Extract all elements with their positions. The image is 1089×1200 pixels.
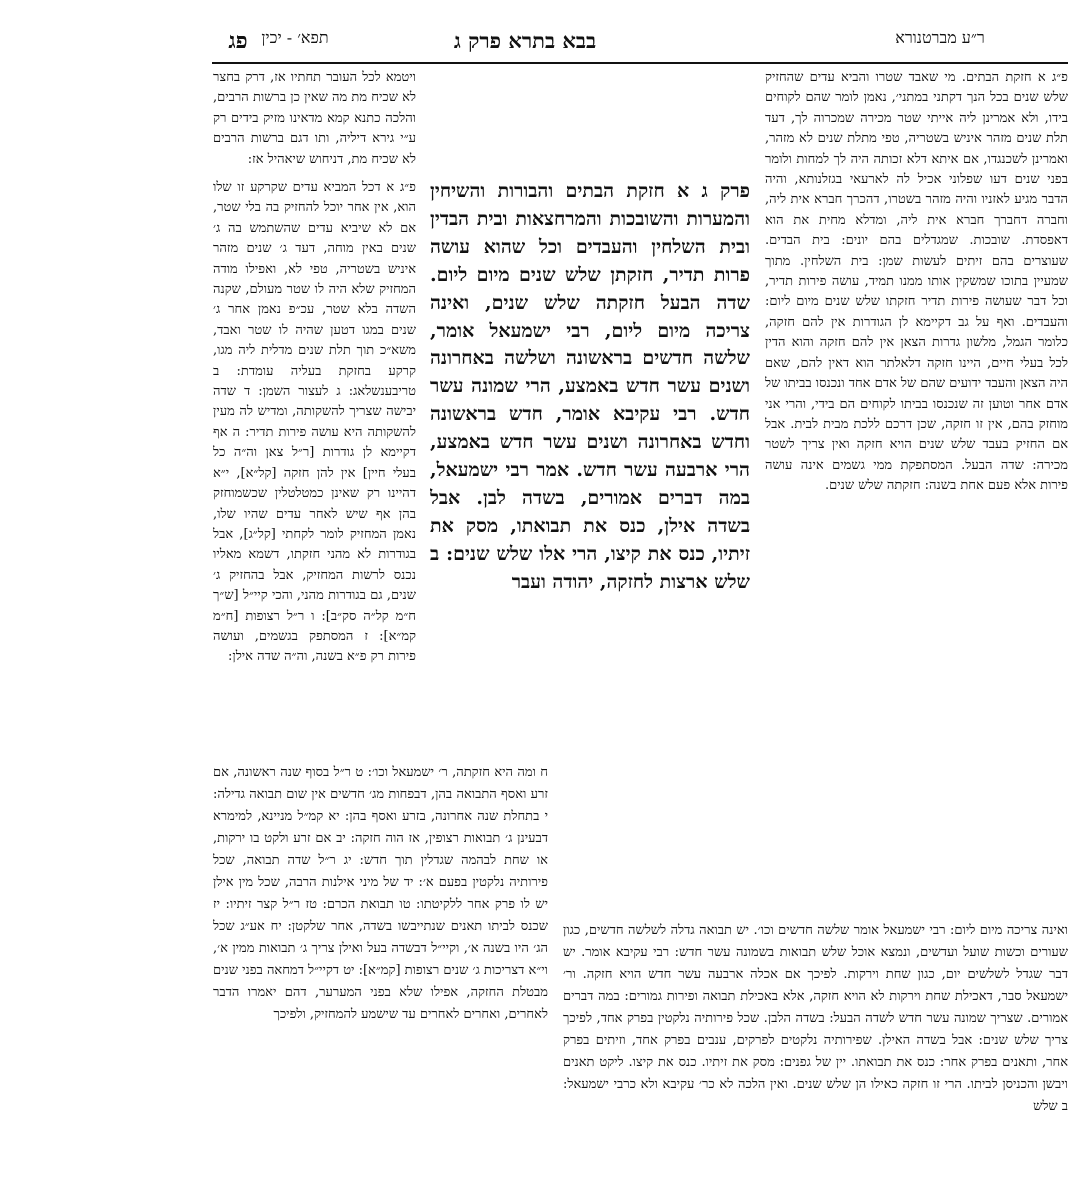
header-rule [212,62,1068,64]
tiferet-commentary-column [213,178,416,758]
tiferet-running-title: תפא׳ - יכין [261,28,329,47]
tiferet-continuation [213,68,416,173]
bartenura-bottom-text: ואינה צריכה מיום ליום: רבי ישמעאל אומר שלשה חדשים וכו׳. יש תבואה גדלה לשלשה חדשים, כגון שעורים וכשות שועל ועדשים, ונמצא אוכל שלש תבואות בשמונה עשר חדש: רבי עקיבא אומר. יש דבר שגדל לשלשים יום, כגון שחת וירקות. לפיכך אם אכלה ארבעה עשר חדש הויא חזקה. ור׳ ישמעאל סבר, דאכילת שחת וירקות לא הויא חזקה, אלא באכילת תבואה ופירות גמורים: במה דברים אמורים. שצריך שמונה עשר חדש לשדה הבעל: בשדה הלבן. שכל פירותיה נלקטין בפרק אחד, לפיכך צריך שלש שנים: אבל בשדה האילן. שפירותיה נלקטים לפרקים, ענבים בפרק אחד, וזיתים בפרק אחר, ותאנים בפרק אחר: כנס את תבואתו. יין של גפנים: מסק את זיתיו. כנס את קיצו. ליקט תאנים ויבשן והכניסן לביתו. הרי זו חזקה כאילו הן שלש שנים. ואין הלכה לא כר׳ עקיבא ולא כרבי ישמעאל: ב שלש [563,923,1068,1114]
tiferet-commentary-bottom [213,762,548,1200]
bartenura-running-title: ר״ע מברטנורא [895,28,985,47]
page-number: פג [228,28,248,54]
tiferet-continuation-text: ויטמא לכל העובר תחתיו אז, דרק בחצר לא שכיח מת מה שאין כן ברשות הרבים, והלכה כתנא קמא מדאינו מזיק בידים רק ע״י גירא דיליה, ותו דגם ברשות הרבים לא שכיח מת, דניחוש שיאהיל אז: [213,70,416,167]
mishnah-text: פרק ג א חזקת הבתים והבורות והשיחין והמערות והשובכות והמרחצאות ובית הבדין ובית השלחין והעבדים וכל שהוא עושה פרות תדיר, חזקתן שלש שנים מיום ליום. שדה הבעל חזקתה שלש שנים, ואינה צריכה מיום ליום, רבי ישמעאל אומר, שלשה חדשים בראשונה ושלשה באחרונה ושנים עשר חדש באמצע, הרי שמונה עשר חדש. רבי עקיבא אומר, חדש בראשונה וחדש באחרונה ושנים עשר חדש באמצע, הרי ארבעה עשר חדש. אמר רבי ישמעאל, במה דברים אמורים, בשדה לבן. אבל בשדה אילן, כנס את תבואתו, מסק את זיתיו, כנס את קיצו, הרי אלו שלש שנים: ב שלש ארצות לחזקה, יהודה ועבר [430,180,750,593]
bartenura-commentary-text: פ״ג א חזקת הבתים. מי שאבד שטרו והביא עדים שהחזיק שלש שנים בכל הנך דקתני במתני׳, נאמן לומר שהם לקוחים בידו, ולא אמרינן ליה אייתי שטר מכירה שמכרוה לך, דעד תלת שנים מזהר איניש בשטריה, טפי מתלת שנים לא מזהר, ואמרינן לשכנגדו, אם איתא דלא זכותה היה לך למחות ולומר בפני שנים דעו שפלוני אכיל לה לארעאי בגזלנותא, והיה הדבר מגיע לאזניו והיה מזהר בשטרו, דהכרך חברא אית ליה, וחברה דחברך חברא אית ליה, ומדלא מחית את הוא דאפסדת. שובכות. שמגדלים בהם יונים: בית הבדים. שעוצרים בהם זיתים לעשות שמן: בית השלחין. מתוך שמעיין בתוכו שמשקין אותו ממנו תמיד, עושה פירות תדיר, וכל דבר שעושה פירות תדיר חזקתו שלש שנים מיום ליום: והעבדים. ואף על גב דקיימא לן הגודרות אין להם חזקה, כלומר הגמל, מלשון גדרות הצאן אין להם חזקה והוא הדין לכל בעלי חיים, היינו חזקה דלאלתר הוא דאין להם, שאם היה הצאן והעבד ידועים שהם של אדם אחד ונכנסו בביתו של אדם אחר וטוען זה שנכנסו בביתו לקוחים הם בידי, והרי אני מוחזק בהם, אין זו חזקה, שכן דרכם ללכת מבית לבית. אבל אם החזיק בעבד שלש שנים הויא חזקה ואין צריך לשטר מכירה: שדה הבעל. המסתפקת ממי גשמים אינה עושה פירות אלא פעם אחת בשנה: חזקתה שלש שנים. [765,70,1068,494]
tiferet-bottom-text: ח ומה היא חזקתה, ר׳ ישמעאל וכו׳: ט ר״ל בסוף שנה ראשונה, אם זרע ואסף התבואה בהן, דבפחות מג׳ חדשים אין שום תבואה גדילה: י בתחלת שנה אחרונה, בזרע ואסף בהן: יא קמ״ל מניינא, למימרא דבעינן ג׳ תבואות רצופין, אז הוה חזקה: יב אם זרע ולקט בו ירקות, או שחת לבהמה שגדלין תוך חדש: יג ר״ל שדה תבואה, שכל פירותיה נלקטין בפעם א׳: יד של מיני אילנות הרבה, שכל מין אילן יש לו פרק אחר ללקיטתו: טו תבואת הכרם: טז ר״ל קצר זיתיו: יז שכנס לביתו תאנים שנתייבשו בשדה, אחר שלקטן: יח אע״ג שכל הג׳ היו בשנה א׳, וקיי״ל דבשדה בעל ואילן צריך ג׳ תבואות ממין א׳, וי״א דצריכות ג׳ שנים רצופות [קמ״א]: יט דקיי״ל דמחאה בפני שנים מבטלת החזקה, אפילו שלא בפני המערער, דהם יאמרו הדבר לאחרים, ואחרים לאחרים עד שישמע להמחזיק, ולפיכך [213,765,548,1022]
bartenura-commentary-bottom [563,920,1068,1200]
tiferet-commentary-text: פ״ג א דכל המביא עדים שקרקע זו שלו הוא, אין אחר יוכל להחזיק בה בלי שטר, אם לא שיביא עדים שהשתמש בה ג׳ שנים באין מוחה, דעד ג׳ שנים מזהר איניש בשטריה, טפי לא, ואפילו מודה המחזיק שלא היה לו שטר מעולם, שקנה השדה בלא שטר, עכ״פ נאמן אחר ג׳ שנים במגו דטען שהיה לו שטר ואבד, משא״כ תוך תלת שנים מדלית ליה מגו, קרקע בחזקת בעליה עומדת: ב טריבענשלאג: ג לעצור השמן: ד שדה יבישה שצריך להשקותה, ומדיש לה מעין להשקותה היא עושה פירות תדיר: ה אף דקיימא לן גודרות [ר״ל צאן וה״ה כל בעלי חיין] אין להן חזקה [קל״א], י״א דהיינו רק שאינן כמטלטלין שכשמוחזק בהן אף שיש לאחר עדים שהיו שלו, נאמן המחזיק לומר לקחתי [קל״ג], אבל בגודרות לא מהני חזקתו, דשמא מאליו נכנס לרשות המחזיק, אבל בהחזיק ג׳ שנים, גם בגודרות מהני, והכי קיי״ל [ש״ך ח״מ קל״ה סק״ב]: ו ר״ל רצופות [ח״מ קמ״א]: ז המסתפק בגשמים, ועושה פירות רק פ״א בשנה, וה״ה שדה אילן: [213,180,416,665]
tractate-chapter-title: בבא בתרא פרק ג [453,28,597,53]
